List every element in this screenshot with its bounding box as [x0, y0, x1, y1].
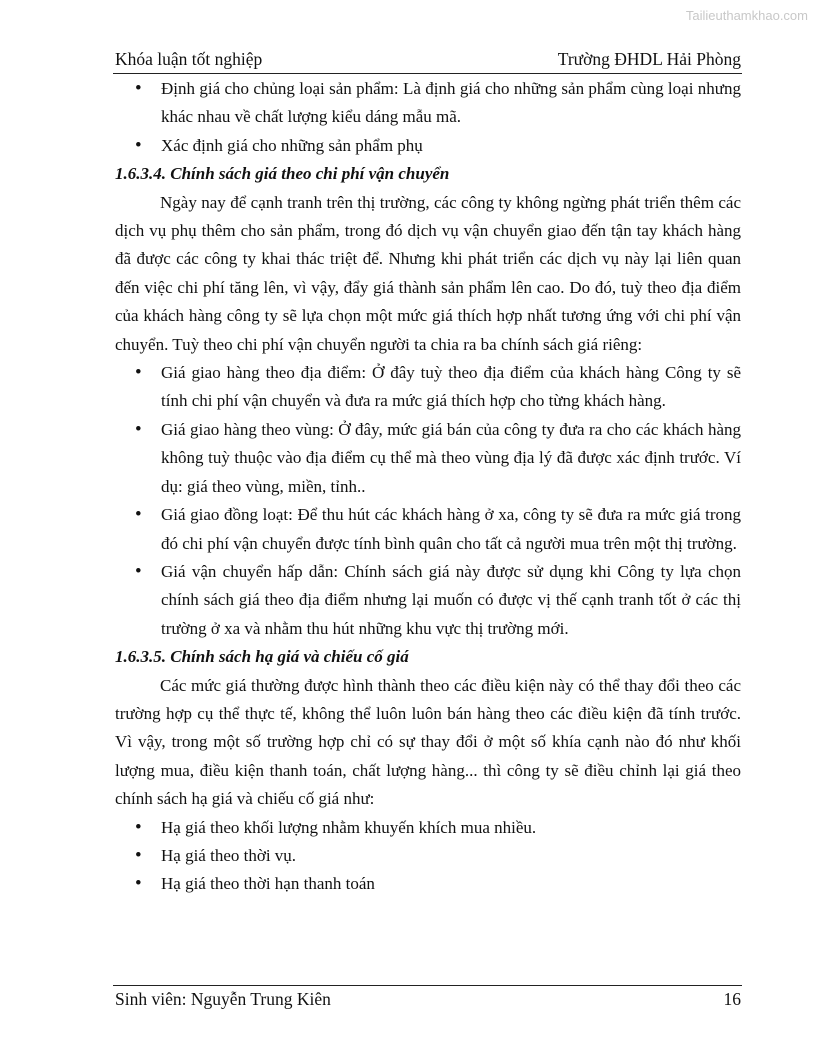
page-content — [115, 75, 741, 899]
shipping-price-bullet-list — [115, 359, 741, 643]
student-name: Sinh viên: Nguyễn Trung Kiên — [115, 989, 331, 1009]
body-paragraph: Ngày nay để cạnh tranh trên thị trường, các công ty không ngừng phát triển thêm các dịch vụ phụ thêm cho sản phẩm, trong đó dịch vụ vận chuyển giao đến tận tay khách hàng đã được các công ty khai thác triệt để. Nhưng khi phát triển các dịch vụ này lại liên quan đến việc chi phí tăng lên, vì vậy, đẩy giá thành sản phẩm lên cao. Do đó, tuỳ theo địa điểm của khách hàng công ty sẽ lựa chọn một mức giá thích hợp nhất tương ứng với chi phí vận chuyển. Tuỳ theo chi phí vận chuyển người ta chia ra ba chính sách giá riêng: — [115, 192, 741, 354]
header-right: Trường ĐHDL Hải Phòng — [557, 49, 741, 69]
discount-bullet-list — [115, 814, 741, 899]
list-item: • Hạ giá theo thời hạn thanh toán — [115, 870, 741, 898]
page-header — [115, 49, 741, 69]
list-item: • Giá giao đồng loạt: Để thu hút các khách hàng ở xa, công ty sẽ đưa ra mức giá trong đó chi phí vận chuyển được tính bình quân cho tất cả người mua trên một thị trường. — [115, 501, 741, 558]
page-footer — [115, 988, 741, 1010]
body-paragraph: Các mức giá thường được hình thành theo các điều kiện này có thể thay đổi theo các trường hợp cụ thể thực tế, không thể luôn luôn bán hàng theo các điều kiện đã tính trước. Vì vậy, trong một số trường hợp chỉ có sự thay đổi ở một số khía cạnh nào đó như khối lượng mua, điều kiện thanh toán, chất lượng hàng... thì công ty sẽ điều chỉnh lại giá theo chính sách hạ giá và chiếu cố giá như: — [115, 675, 741, 809]
list-item: • Hạ giá theo thời vụ. — [115, 842, 741, 870]
header-divider — [113, 73, 742, 74]
list-item: • Giá giao hàng theo vùng: Ở đây, mức giá bán của công ty đưa ra cho các khách hàng không tuỳ thuộc vào địa điểm cụ thể mà theo vùng địa lý đã được xác định trước. Ví dụ: giá theo vùng, miền, tỉnh.. — [115, 416, 741, 501]
list-item: • Giá vận chuyển hấp dẫn: Chính sách giá này được sử dụng khi Công ty lựa chọn chính sách giá theo địa điểm nhưng lại muốn có được vị thế cạnh tranh tốt ở các thị trường ở xa và nhằm thu hút những khu vực thị trường mới. — [115, 558, 741, 643]
list-item: • Hạ giá theo khối lượng nhằm khuyến khích mua nhiều. — [115, 814, 741, 842]
page-number: 16 — [723, 989, 741, 1009]
section-heading-1-6-3-5: 1.6.3.5. Chính sách hạ giá và chiếu cố giá — [115, 647, 409, 667]
watermark-text: Tailieuthamkhao.com — [685, 8, 808, 23]
footer-divider — [113, 985, 742, 986]
list-item: • Giá giao hàng theo địa điểm: Ở đây tuỳ theo địa điểm của khách hàng Công ty sẽ tính chi phí vận chuyển và đưa ra mức giá thích hợp cho từng khách hàng. — [115, 359, 741, 416]
list-item: • Định giá cho chủng loại sản phẩm: Là định giá cho những sản phẩm cùng loại nhưng khác nhau về chất lượng kiểu dáng mẫu mã. — [115, 75, 741, 132]
section-heading-1-6-3-4: 1.6.3.4. Chính sách giá theo chi phí vận chuyển — [115, 164, 450, 184]
top-bullet-list — [115, 75, 741, 160]
list-item: • Xác định giá cho những sản phẩm phụ — [115, 132, 741, 160]
header-left: Khóa luận tốt nghiệp — [115, 49, 263, 69]
